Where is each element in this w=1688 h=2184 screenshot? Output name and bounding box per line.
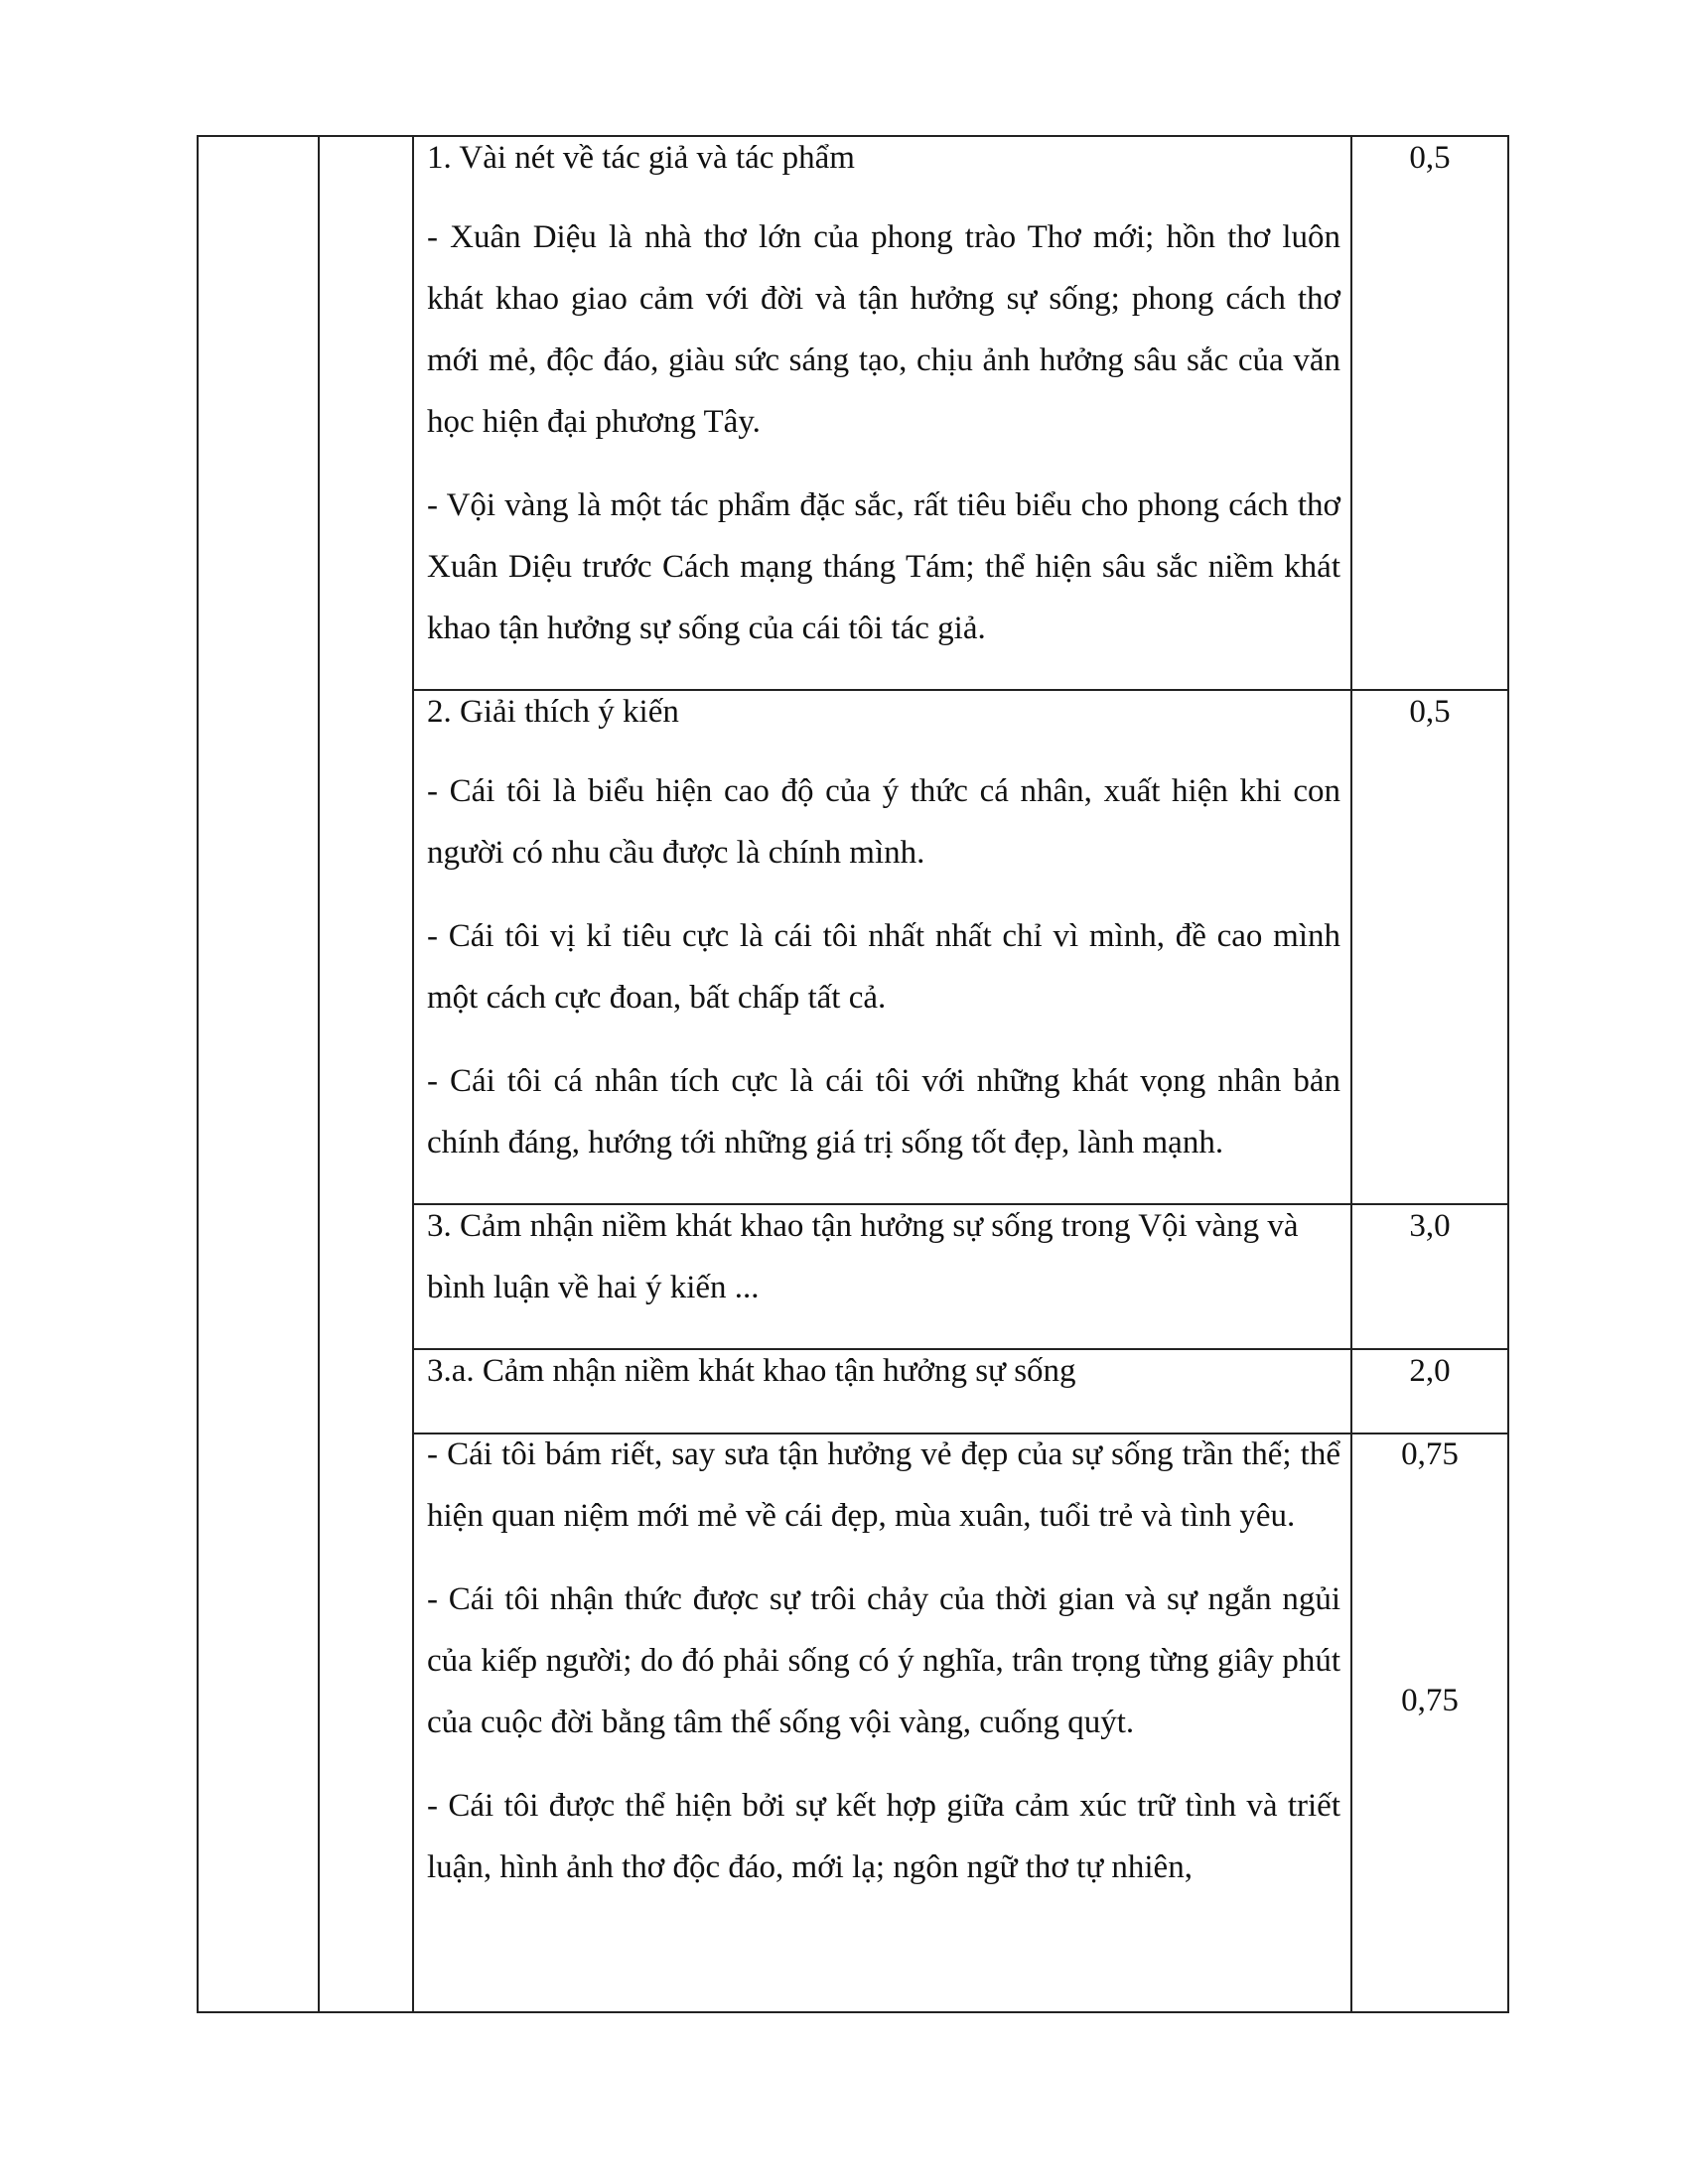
row-1-content [427, 127, 1340, 681]
row-5-score-2: 0,75 [1401, 1683, 1459, 1718]
row-1-para-2: - Vội vàng là một tác phẩm đặc sắc, rất tiêu biểu cho phong cách thơ Xuân Diệu trước Cách mạng tháng Tám; thể hiện sâu sắc niềm khát khao tận hưởng sự sống của cái tôi tác giả. [427, 487, 1340, 646]
row-2-title: 2. Giải thích ý kiến [427, 694, 679, 730]
row-3-title: 3. Cảm nhận niềm khát khao tận hưởng sự sống trong Vội vàng và bình luận về hai ý kiến ... [427, 1208, 1299, 1305]
row-5-para-1: - Cái tôi bám riết, say sưa tận hưởng vẻ đẹp của sự sống trần thế; thể hiện quan niệm mới mẻ về cái đẹp, mùa xuân, tuổi trẻ và tình yêu. [427, 1436, 1340, 1534]
row-5-content [427, 1424, 1340, 1920]
row-2-score: 0,5 [1409, 694, 1451, 730]
row-2-para-2: - Cái tôi vị kỉ tiêu cực là cái tôi nhất nhất chỉ vì mình, đề cao mình một cách cực đoan, bất chấp tất cả. [427, 918, 1340, 1016]
row-1-title: 1. Vài nét về tác giả và tác phẩm [427, 140, 855, 176]
row-2-para-3: - Cái tôi cá nhân tích cực là cái tôi với những khát vọng nhân bản chính đáng, hướng tới những giá trị sống tốt đẹp, lành mạnh. [427, 1063, 1340, 1160]
column-divider-3 [1350, 135, 1352, 2013]
column-divider-2 [412, 135, 414, 2013]
row-4-score: 2,0 [1409, 1353, 1451, 1389]
row-5-para-2: - Cái tôi nhận thức được sự trôi chảy của thời gian và sự ngắn ngủi của kiếp người; do đó phải sống có ý nghĩa, trân trọng từng giây phút của cuộc đời bằng tâm thế sống vội vàng, cuống quýt. [427, 1581, 1340, 1740]
row-2-content [427, 681, 1340, 1195]
row-4-title: 3.a. Cảm nhận niềm khát khao tận hưởng sự sống [427, 1353, 1076, 1389]
row-5-para-3: - Cái tôi được thể hiện bởi sự kết hợp giữa cảm xúc trữ tình và triết luận, hình ảnh thơ độc đáo, mới lạ; ngôn ngữ thơ tự nhiên, [427, 1788, 1340, 1885]
row-2-para-1: - Cái tôi là biểu hiện cao độ của ý thức cá nhân, xuất hiện khi con người có nhu cầu được là chính mình. [427, 773, 1340, 871]
row-1-score: 0,5 [1409, 140, 1451, 176]
column-divider-1 [318, 135, 320, 2013]
row-3-content [427, 1195, 1340, 1336]
row-4-content [427, 1340, 1340, 1420]
row-3-score: 3,0 [1409, 1208, 1451, 1244]
row-1-para-1: - Xuân Diệu là nhà thơ lớn của phong trào Thơ mới; hồn thơ luôn khát khao giao cảm với đời và tận hưởng sự sống; phong cách thơ mới mẻ, độc đáo, giàu sức sáng tạo, chịu ảnh hưởng sâu sắc của văn học hiện đại phương Tây. [427, 219, 1340, 440]
row-5-score-1: 0,75 [1401, 1436, 1459, 1472]
